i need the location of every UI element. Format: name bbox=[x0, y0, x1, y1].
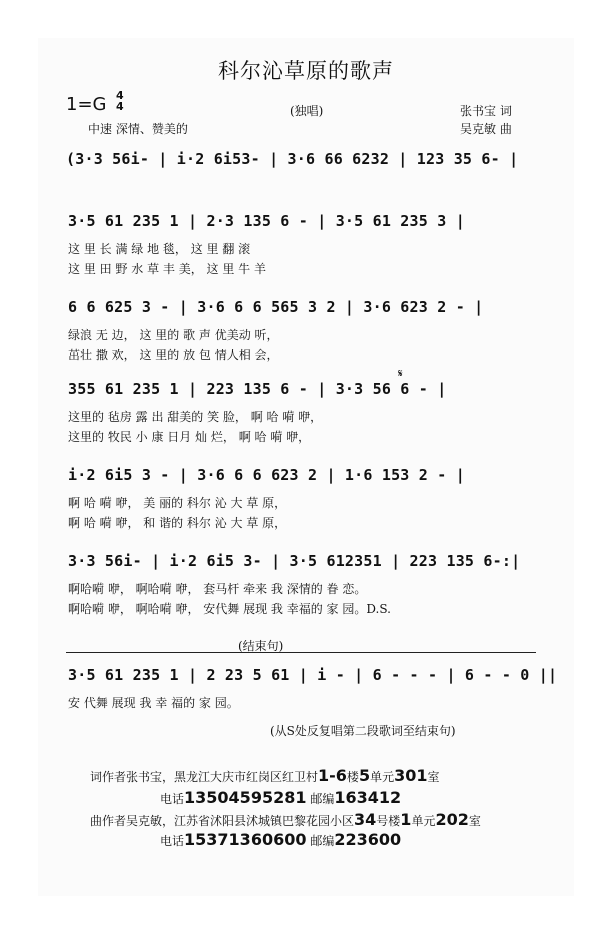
composer-room: 202 bbox=[435, 810, 469, 829]
lyric-line-verse-2: 啊哈嗬 咿， 啊哈嗬 咿， 安代舞 展现 我 幸福的 家 园。D.S. bbox=[68, 602, 391, 616]
composer-address bbox=[90, 810, 481, 829]
lyric-line-verse-2: 这 里 田 野 水 草 丰 美， 这 里 牛 羊 bbox=[68, 262, 266, 276]
composer-building: 34 bbox=[354, 810, 377, 829]
notation-row: 3·5 61 235 1 | 2 23 5 61 | i - | 6 - - - | 6 - - 0 || bbox=[68, 666, 558, 684]
composer-phone: 15371360600 bbox=[184, 830, 307, 849]
time-signature bbox=[116, 90, 124, 112]
lyricist-address-b: 楼 bbox=[346, 770, 359, 784]
lyric-line-verse-1: 这里的 毡房 露 出 甜美的 笑 脸， 啊 哈 嗬 咿， bbox=[68, 410, 323, 424]
lyric-line-verse-2: 啊 哈 嗬 咿， 和 谐的 科尔 沁 大 草 原， bbox=[68, 516, 287, 530]
postcode-label: 邮编 bbox=[310, 834, 335, 848]
lyric-line-verse-2: 茁壮 撒 欢， 这 里的 放 包 情人相 会， bbox=[68, 348, 279, 362]
segno-sign: 𝄋 bbox=[398, 367, 403, 380]
notation-row: 6 6 625 3 - | 3·6 6 6 565 3 2 | 3·6 623 2 - | bbox=[68, 298, 484, 316]
notation-row: 3·5 61 235 1 | 2·3 135 6 - | 3·5 61 235 3 | bbox=[68, 212, 465, 230]
composer-address-a: 曲作者吴克敏，江苏省沭阳县沭城镇巴黎花园小区 bbox=[90, 814, 355, 828]
lyricist-address-c: 单元 bbox=[370, 770, 395, 784]
lyricist-phone: 13504595281 bbox=[184, 788, 307, 807]
time-signature-top: 4 bbox=[116, 89, 124, 102]
notation-row: 355 61 235 1 | 223 135 6 - | 3·3 56 6 - | bbox=[68, 380, 447, 398]
lyricist-address-a: 词作者张书宝，黑龙江大庆市红岗区红卫村 bbox=[90, 770, 319, 784]
lyricist-room: 301 bbox=[394, 766, 428, 785]
tempo-marking: 中速 深情、赞美的 bbox=[88, 122, 188, 136]
lyricist-address-d: 室 bbox=[427, 770, 440, 784]
lyricist-credit: 张书宝 词 bbox=[460, 104, 512, 118]
composer-address-b: 号楼 bbox=[376, 814, 401, 828]
phone-label: 电话 bbox=[160, 834, 185, 848]
lyric-line-ending: 安 代舞 展现 我 幸 福的 家 园。 bbox=[68, 696, 239, 710]
ending-bracket bbox=[66, 652, 536, 653]
lyricist-address bbox=[90, 766, 440, 785]
notation-row: (3·3 56i- | i·2 6i53- | 3·6 66 6232 | 123 35 6- | bbox=[66, 150, 519, 168]
repeat-instruction: (从S处反复唱第二段歌词至结束句) bbox=[270, 724, 456, 738]
lyric-line-verse-1: 啊哈嗬 咿， 啊哈嗬 咿， 套马杆 牵来 我 深情的 眷 恋。 bbox=[68, 582, 367, 596]
lyric-line-verse-1: 啊 哈 嗬 咿， 美 丽的 科尔 沁 大 草 原， bbox=[68, 496, 287, 510]
key-signature: 1=G bbox=[66, 94, 107, 115]
composer-unit: 1 bbox=[400, 810, 412, 829]
phone-label: 电话 bbox=[160, 792, 185, 806]
composer-address-c: 单元 bbox=[411, 814, 436, 828]
performance-mode: (独唱) bbox=[290, 104, 324, 118]
postcode-label: 邮编 bbox=[310, 792, 335, 806]
song-title: 科尔沁草原的歌声 bbox=[218, 59, 394, 83]
lyricist-postcode: 163412 bbox=[334, 788, 402, 807]
lyric-line-verse-1: 这 里 长 满 绿 地 毯， 这 里 翻 滚 bbox=[68, 242, 251, 256]
notation-row: i·2 6i5 3 - | 3·6 6 6 623 2 | 1·6 153 2 - | bbox=[68, 466, 465, 484]
composer-address-d: 室 bbox=[468, 814, 481, 828]
composer-phone-line bbox=[160, 830, 401, 849]
lyric-line-verse-2: 这里的 牧民 小 康 日月 灿 烂， 啊 哈 嗬 咿， bbox=[68, 430, 311, 444]
lyricist-unit: 5 bbox=[358, 766, 371, 785]
lyric-line-verse-1: 绿浪 无 边， 这 里的 歌 声 优美动 听， bbox=[68, 328, 279, 342]
ending-label: (结束句) bbox=[238, 639, 284, 653]
lyricist-phone-line bbox=[160, 788, 401, 807]
composer-postcode: 223600 bbox=[334, 830, 402, 849]
composer-credit: 吴克敏 曲 bbox=[460, 122, 512, 136]
lyricist-building: 1-6 bbox=[318, 766, 347, 785]
notation-row: 3·3 56i- | i·2 6i5 3- | 3·5 612351 | 223 135 6-:| bbox=[68, 552, 521, 570]
time-signature-bottom: 4 bbox=[116, 100, 124, 113]
